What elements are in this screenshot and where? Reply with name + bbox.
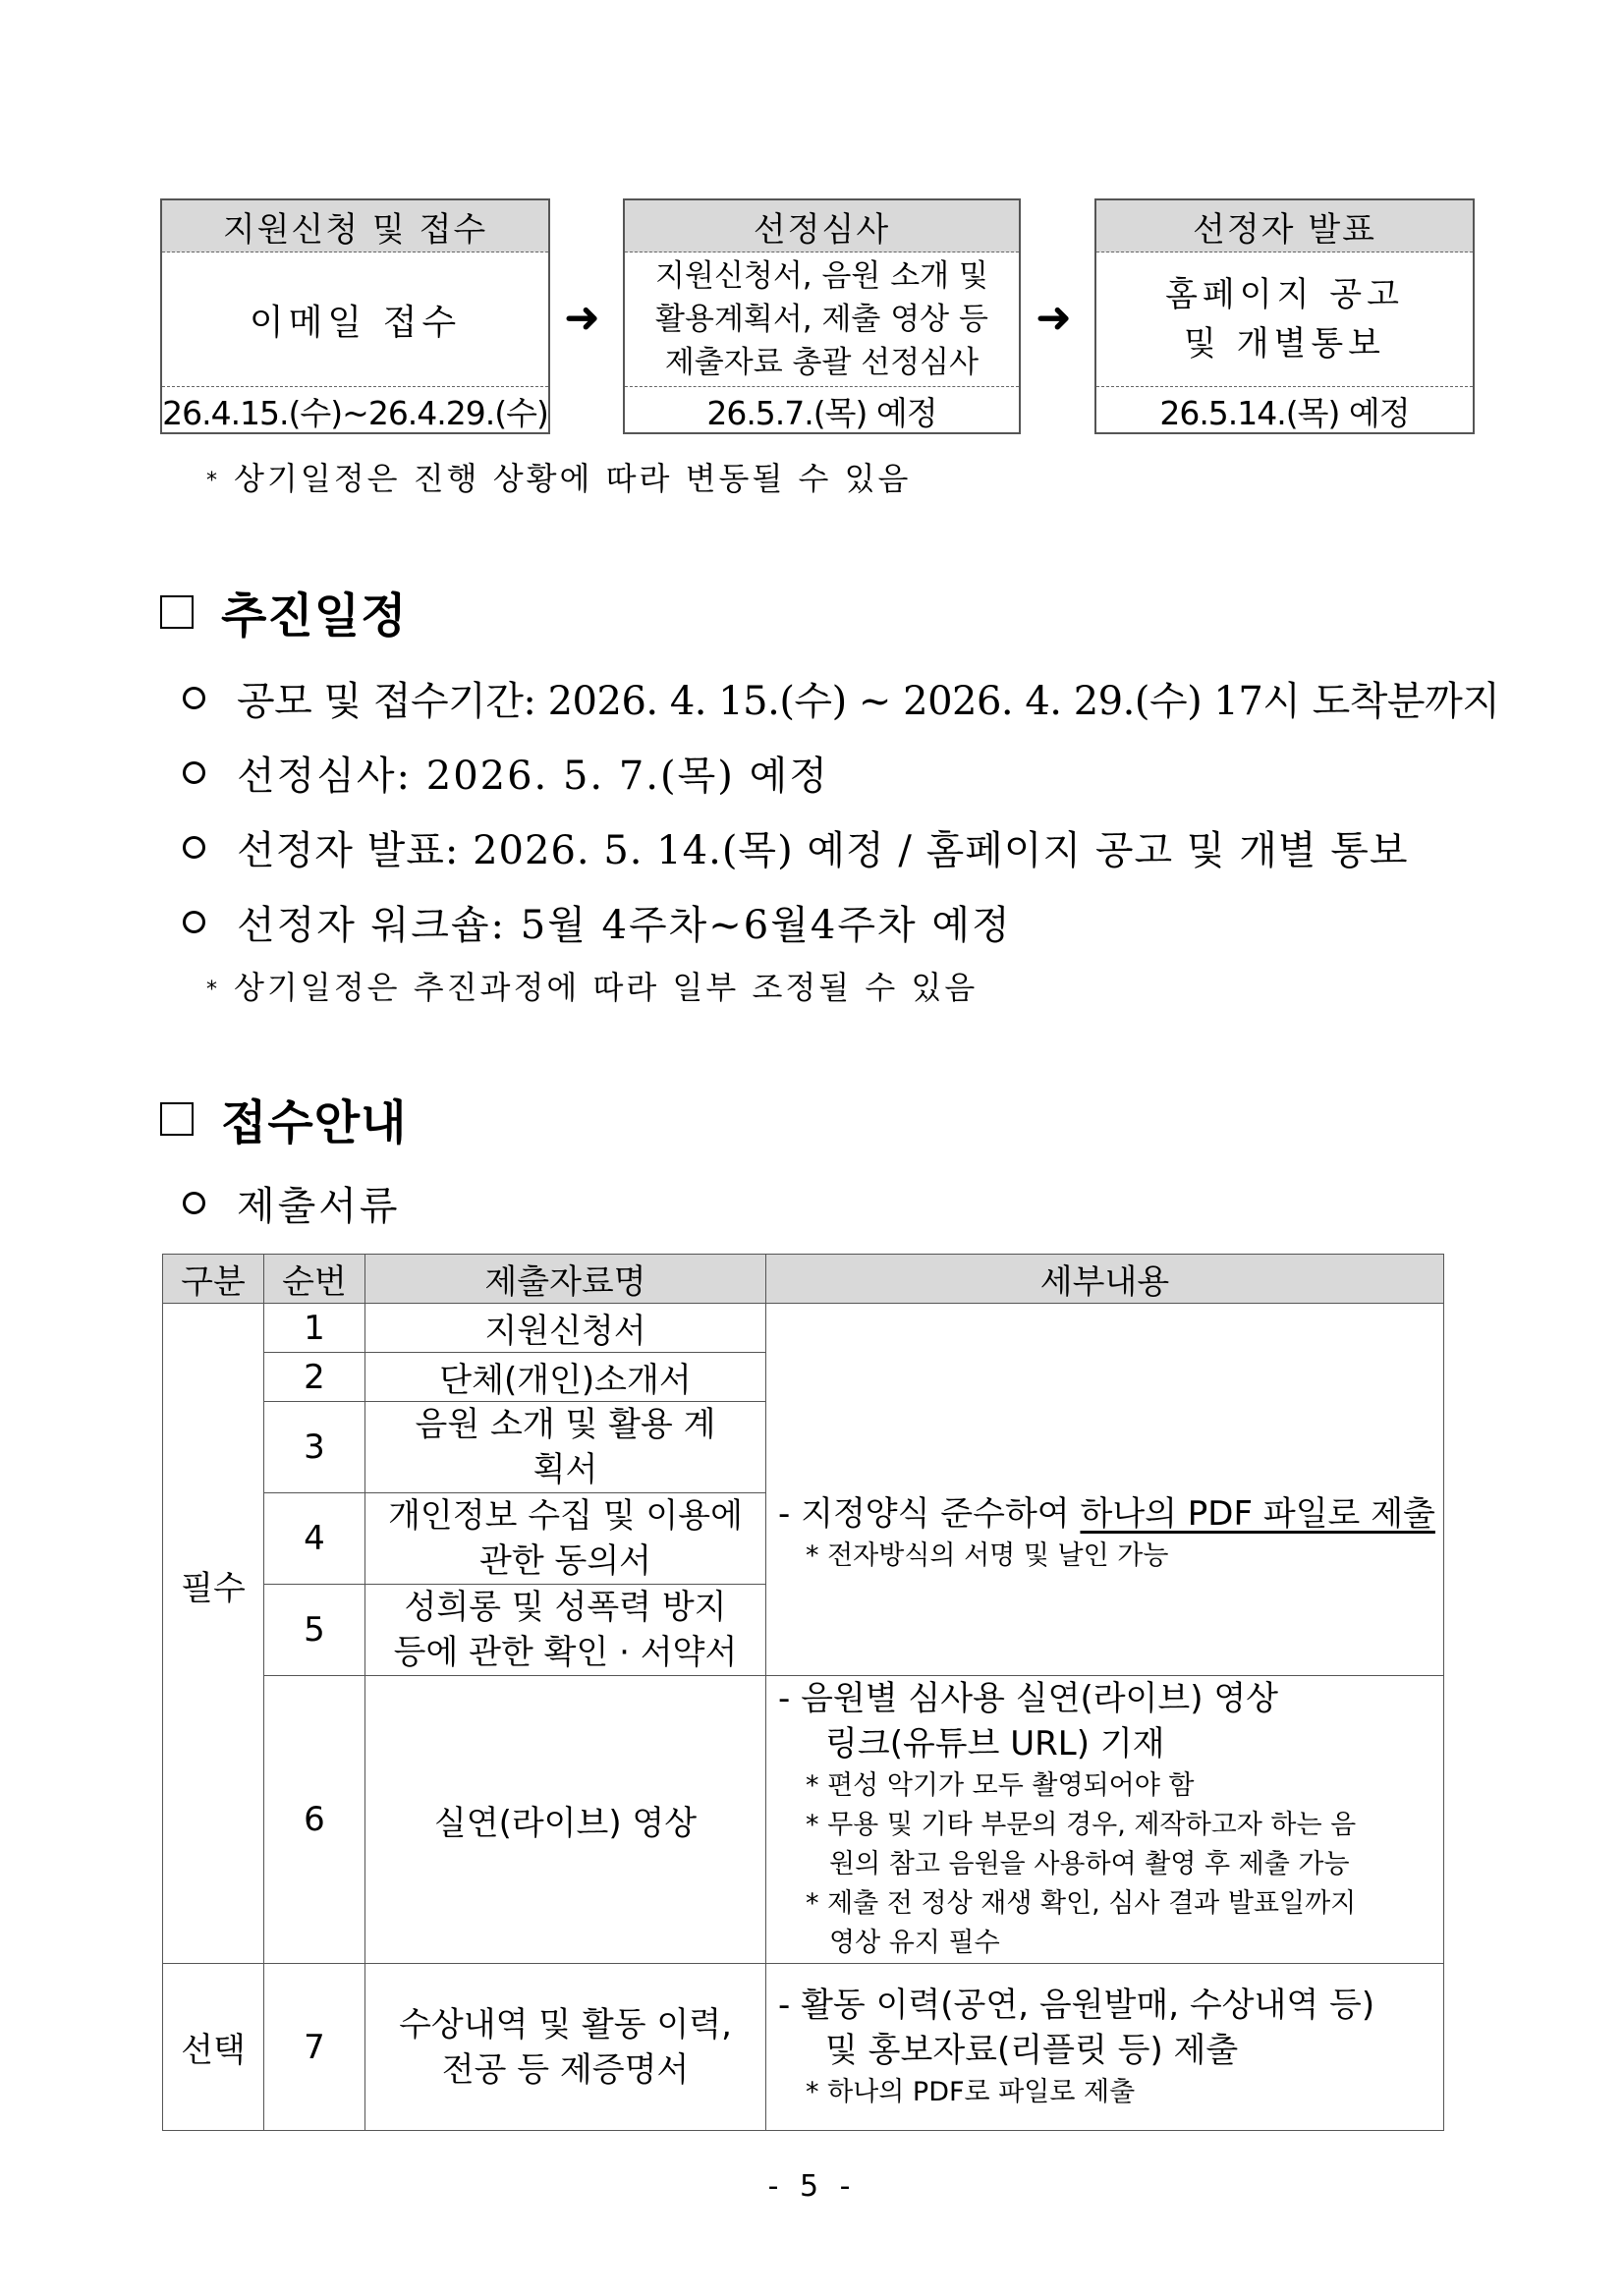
schedule-item-text: 선정자 워크숍: 5월 4주차~6월4주차 예정 xyxy=(237,903,1012,948)
table-header-cell: 세부내용 xyxy=(766,1255,1444,1304)
circle-bullet-icon xyxy=(183,687,205,709)
table-row xyxy=(163,1964,1444,2131)
row-document-name: 개인정보 수집 및 이용에 관한 동의서 xyxy=(365,1493,766,1585)
schedule-item-text: 공모 및 접수기간: 2026. 4. 15.(수) ~ 2026. 4. 29.(수) 17시 도착분까지 xyxy=(237,679,1500,724)
row-document-name: 실연(라이브) 영상 xyxy=(365,1676,766,1964)
row-document-name: 음원 소개 및 활용 계획서 xyxy=(365,1402,766,1493)
row-document-name: 성희롱 및 성폭력 방지 등에 관한 확인 · 서약서 xyxy=(365,1585,766,1676)
group-optional: 선택 xyxy=(163,1964,264,2131)
dash: - xyxy=(778,1494,791,1534)
table-row xyxy=(163,1304,1444,1353)
flow-step-date: 26.5.14.(목) 예정 xyxy=(1159,393,1410,432)
checkbox-square-icon xyxy=(160,1102,194,1136)
flow-step-body xyxy=(625,252,1019,387)
flow-step-date: 26.5.7.(목) 예정 xyxy=(706,393,937,432)
detail-note: 제출 전 정상 재생 확인, 심사 결과 발표일까지 xyxy=(827,1888,1357,1919)
table-header-cell: 제출자료명 xyxy=(365,1255,766,1304)
row-document-name: 단체(개인)소개서 xyxy=(365,1353,766,1402)
dash: - xyxy=(778,1679,802,1718)
reception-sub-item xyxy=(183,1175,401,1231)
flow-step-header: 선정심사 xyxy=(625,200,1019,252)
detail-text: 음원별 심사용 실연(라이브) 영상 xyxy=(801,1679,1279,1718)
detail-note: 편성 악기가 모두 촬영되어야 함 xyxy=(827,1770,1195,1801)
detail-note: 전자방식의 서명 및 날인 가능 xyxy=(827,1540,1169,1571)
circle-bullet-icon xyxy=(183,1192,205,1214)
row-number: 2 xyxy=(264,1353,365,1402)
flow-step-body xyxy=(1096,252,1473,387)
schedule-note xyxy=(206,963,978,1008)
detail-text: 링크(유튜브 URL) 기재 xyxy=(825,1724,1165,1764)
detail-note: 무용 및 기타 부문의 경우, 제작하고자 하는 음 xyxy=(827,1810,1357,1840)
asterisk-icon: * xyxy=(806,1810,828,1840)
asterisk-icon: * xyxy=(806,2076,828,2107)
row-number: 5 xyxy=(264,1585,365,1676)
group-required: 필수 xyxy=(163,1304,264,1964)
schedule-item xyxy=(183,819,1408,875)
asterisk-icon: * xyxy=(806,1888,828,1919)
flow-step-body xyxy=(162,252,548,387)
detail-text: 활동 이력(공연, 음원발매, 수상내역 등) xyxy=(801,1985,1375,2025)
circle-bullet-icon xyxy=(183,761,205,784)
page-number: - 5 - xyxy=(767,2169,857,2204)
documents-table xyxy=(162,1254,1444,2131)
table-header-row xyxy=(163,1255,1444,1304)
detail-cell-video xyxy=(766,1676,1444,1964)
circle-bullet-icon xyxy=(183,836,205,859)
schedule-item-text: 선정심사: 2026. 5. 7.(목) 예정 xyxy=(237,754,829,799)
detail-text: 및 홍보자료(리플릿 등) 제출 xyxy=(825,2030,1239,2070)
flow-arrow-1: ➜ xyxy=(564,293,600,343)
flow-note xyxy=(206,454,911,499)
circle-bullet-icon xyxy=(183,911,205,933)
section-title-text: 추진일정 xyxy=(221,588,408,644)
detail-underlined-text: 하나의 PDF 파일로 제출 xyxy=(1080,1494,1435,1534)
row-number: 6 xyxy=(264,1676,365,1964)
detail-note: 하나의 PDF로 파일로 제출 xyxy=(827,2076,1136,2107)
flow-step-announcement xyxy=(1094,198,1475,434)
flow-step-body-line: 제출자료 총괄 선정심사 xyxy=(664,345,980,380)
schedule-item-text: 선정자 발표: 2026. 5. 14.(목) 예정 / 홈페이지 공고 및 개별 통보 xyxy=(237,828,1409,873)
flow-step-date: 26.4.15.(수)~26.4.29.(수) xyxy=(162,393,548,432)
schedule-item xyxy=(183,894,1012,950)
flow-step-body-line: 및 개별통보 xyxy=(1183,324,1386,364)
flow-step-body-line: 활용계획서, 제출 영상 등 xyxy=(655,302,988,337)
flow-step-application xyxy=(160,198,550,434)
row-number: 7 xyxy=(264,1964,365,2131)
section-title-reception xyxy=(160,1085,407,1152)
table-header-cell: 구분 xyxy=(163,1255,264,1304)
schedule-item xyxy=(183,745,829,801)
asterisk-icon: * xyxy=(206,977,220,1002)
reception-sub-text: 제출서류 xyxy=(237,1184,401,1229)
section-title-text: 접수안내 xyxy=(221,1095,408,1150)
table-header-cell: 순번 xyxy=(264,1255,365,1304)
row-document-name: 수상내역 및 활동 이력, 전공 등 제증명서 xyxy=(365,1964,766,2131)
flow-arrow-2: ➜ xyxy=(1036,293,1072,343)
detail-cell-pdf xyxy=(766,1304,1444,1676)
schedule-item xyxy=(183,670,1499,726)
flow-step-body-line: 홈페이지 공고 xyxy=(1165,275,1404,314)
row-document-name: 지원신청서 xyxy=(365,1304,766,1353)
flow-step-body-line: 지원신청서, 음원 소개 및 xyxy=(655,258,988,294)
table-row xyxy=(163,1676,1444,1964)
checkbox-square-icon xyxy=(160,595,194,629)
detail-cell-activity xyxy=(766,1964,1444,2131)
flow-step-body-line: 이메일 접수 xyxy=(249,302,462,343)
flow-step-review xyxy=(623,198,1021,434)
flow-note-text: 상기일정은 진행 상황에 따라 변동될 수 있음 xyxy=(234,460,912,497)
dash: - xyxy=(778,1985,802,2025)
flow-step-header: 선정자 발표 xyxy=(1096,200,1473,252)
asterisk-icon: * xyxy=(806,1540,828,1571)
section-title-schedule xyxy=(160,578,407,645)
detail-text: 지정양식 준수하여 xyxy=(801,1494,1070,1534)
asterisk-icon: * xyxy=(206,468,220,493)
detail-note: 영상 유지 필수 xyxy=(829,1928,1000,1958)
row-number: 4 xyxy=(264,1493,365,1585)
schedule-note-text: 상기일정은 추진과정에 따라 일부 조정될 수 있음 xyxy=(234,969,979,1006)
asterisk-icon: * xyxy=(806,1770,828,1801)
flow-step-header: 지원신청 및 접수 xyxy=(162,200,548,252)
detail-note: 원의 참고 음원을 사용하여 촬영 후 제출 가능 xyxy=(829,1849,1350,1879)
row-number: 3 xyxy=(264,1402,365,1493)
row-number: 1 xyxy=(264,1304,365,1353)
